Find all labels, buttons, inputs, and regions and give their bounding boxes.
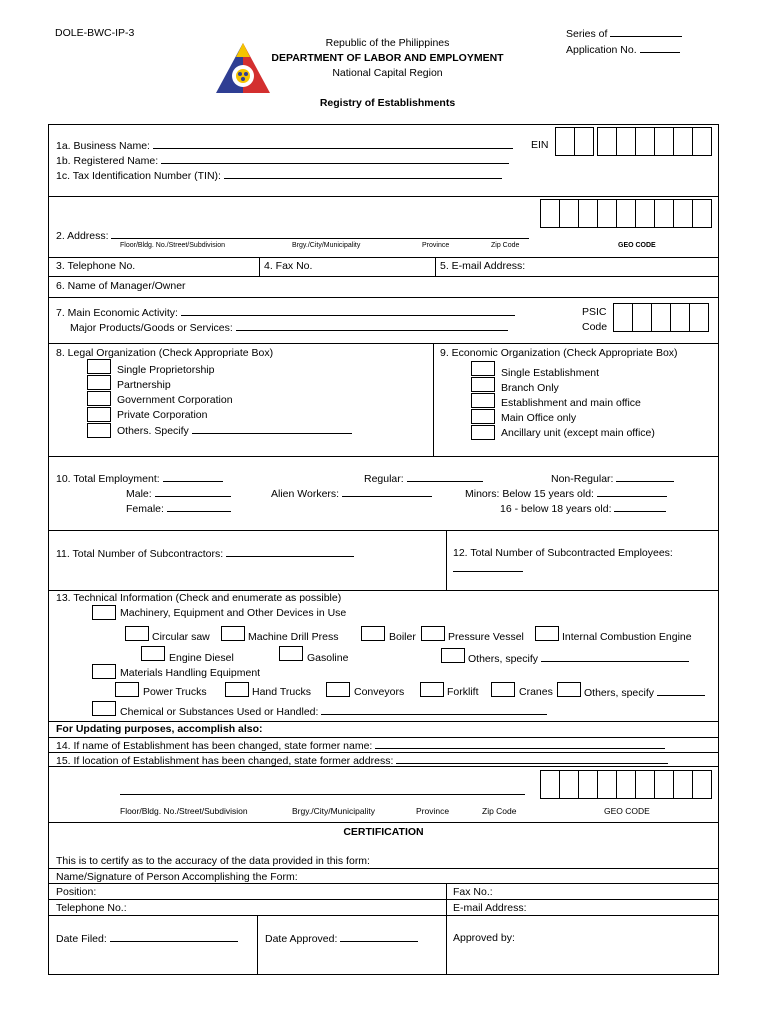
economic-org-title: 9. Economic Organization (Check Appropriate Box)	[440, 347, 678, 359]
hand-trucks-label: Hand Trucks	[252, 686, 311, 698]
chemical-field[interactable]: Chemical or Substances Used or Handled:	[120, 705, 547, 718]
manager-field[interactable]: 6. Name of Manager/Owner	[56, 280, 186, 292]
address-geo-code-cells[interactable]	[541, 199, 712, 228]
non-regular-field[interactable]: Non-Regular:	[551, 472, 674, 485]
checkbox-cranes[interactable]	[491, 682, 515, 697]
total-employment-field[interactable]: 10. Total Employment:	[56, 472, 223, 485]
former-sub-geo: GEO CODE	[604, 806, 650, 816]
former-sub-brgy: Brgy./City/Municipality	[292, 806, 375, 816]
name-signature-field[interactable]: Name/Signature of Person Accomplishing the Form:	[56, 871, 298, 883]
series-field[interactable]: Series of	[566, 27, 682, 40]
legal-org-option: Single Proprietorship	[117, 364, 215, 376]
former-sub-floor: Floor/Bldg. No./Street/Subdivision	[120, 806, 248, 816]
psic-label: PSIC	[582, 306, 607, 318]
checkbox-ancillary-unit[interactable]	[471, 425, 495, 440]
legal-org-option: Government Corporation	[117, 394, 233, 406]
checkbox-gasoline[interactable]	[279, 646, 303, 661]
region-name: National Capital Region	[332, 67, 443, 79]
minors-below-15-field[interactable]: Minors: Below 15 years old:	[465, 487, 667, 500]
legal-org-option: Private Corporation	[117, 409, 208, 421]
certification-statement: This is to certify as to the accuracy of the data provided in this form:	[56, 855, 370, 867]
checkbox-power-trucks[interactable]	[115, 682, 139, 697]
application-no-field[interactable]: Application No.	[566, 43, 680, 56]
cert-email-field[interactable]: E-mail Address:	[453, 902, 527, 914]
forklift-label: Forklift	[447, 686, 479, 698]
checkbox-government-corporation[interactable]	[87, 391, 111, 406]
legal-org-option: Partnership	[117, 379, 171, 391]
drill-press-label: Machine Drill Press	[248, 631, 339, 643]
business-name-field[interactable]: 1a. Business Name:	[56, 139, 513, 152]
checkbox-others-materials[interactable]	[557, 682, 581, 697]
form-code: DOLE-BWC-IP-3	[55, 27, 135, 39]
economic-org-option: Main Office only	[501, 412, 577, 424]
date-filed-field[interactable]: Date Filed:	[56, 932, 238, 945]
checkbox-conveyors[interactable]	[326, 682, 350, 697]
checkbox-partnership[interactable]	[87, 375, 111, 390]
checkbox-hand-trucks[interactable]	[225, 682, 249, 697]
legal-org-title: 8. Legal Organization (Check Appropriate Box)	[56, 347, 274, 359]
economic-activity-field[interactable]: 7. Main Economic Activity:	[56, 306, 515, 319]
minors-16-18-field[interactable]: 16 - below 18 years old:	[500, 502, 666, 515]
products-field[interactable]: Major Products/Goods or Services:	[70, 321, 508, 334]
registered-name-field[interactable]: 1b. Registered Name:	[56, 154, 509, 167]
ein-cells-b[interactable]	[598, 127, 712, 156]
psic-code-cells[interactable]	[614, 303, 709, 332]
economic-org-option: Branch Only	[501, 382, 559, 394]
checkbox-single-proprietorship[interactable]	[87, 359, 111, 374]
economic-org-option: Establishment and main office	[501, 397, 641, 409]
certification-title: CERTIFICATION	[343, 826, 424, 838]
fax-field[interactable]: 4. Fax No.	[264, 260, 313, 272]
checkbox-establishment-main-office[interactable]	[471, 393, 495, 408]
conveyors-label: Conveyors	[354, 686, 405, 698]
form-title: Registry of Establishments	[319, 97, 456, 109]
checkbox-combustion-engine[interactable]	[535, 626, 559, 641]
pressure-vessel-label: Pressure Vessel	[448, 631, 524, 643]
boiler-label: Boiler	[389, 631, 416, 643]
female-field[interactable]: Female:	[126, 502, 231, 515]
address-sub-floor: Floor/Bldg. No./Street/Subdivision	[120, 242, 226, 249]
checkbox-forklift[interactable]	[420, 682, 444, 697]
checkbox-branch-only[interactable]	[471, 377, 495, 392]
power-trucks-label: Power Trucks	[143, 686, 207, 698]
code-label: Code	[582, 321, 608, 333]
address-sub-brgy: Brgy./City/Municipality	[292, 242, 361, 249]
others-machinery-field[interactable]: Others, specify	[468, 652, 689, 665]
engine-diesel-label: Engine Diesel	[169, 652, 234, 664]
checkbox-drill-press[interactable]	[221, 626, 245, 641]
checkbox-single-establishment[interactable]	[471, 361, 495, 376]
address-sub-geo: GEO CODE	[618, 242, 656, 249]
checkbox-others-machinery[interactable]	[441, 648, 465, 663]
checkbox-others[interactable]	[87, 423, 111, 438]
materials-handling-label: Materials Handling Equipment	[120, 667, 261, 679]
department-name: DEPARTMENT OF LABOR AND EMPLOYMENT	[271, 52, 504, 64]
checkbox-machinery[interactable]	[92, 605, 116, 620]
subcontracted-employees-label: 12. Total Number of Subcontracted Employees:	[453, 547, 673, 559]
former-name-field[interactable]: 14. If name of Establishment has been changed, state former name:	[56, 739, 665, 752]
checkbox-private-corporation[interactable]	[87, 407, 111, 422]
alien-workers-field[interactable]: Alien Workers:	[271, 487, 432, 500]
machinery-label: Machinery, Equipment and Other Devices in Use	[120, 607, 347, 619]
subcontractors-field[interactable]: 11. Total Number of Subcontractors:	[56, 547, 354, 560]
checkbox-materials-handling[interactable]	[92, 664, 116, 679]
updating-title: For Updating purposes, accomplish also:	[56, 723, 263, 735]
tin-field[interactable]: 1c. Tax Identification Number (TIN):	[56, 169, 502, 182]
former-sub-zip: Zip Code	[482, 806, 517, 816]
checkbox-engine-diesel[interactable]	[141, 646, 165, 661]
cranes-label: Cranes	[519, 686, 553, 698]
gasoline-label: Gasoline	[307, 652, 349, 664]
regular-field[interactable]: Regular:	[364, 472, 483, 485]
address-sub-zip: Zip Code	[491, 242, 520, 249]
republic-text: Republic of the Philippines	[325, 37, 450, 49]
approved-by-field[interactable]: Approved by:	[453, 932, 515, 944]
subcontracted-employees-field[interactable]	[453, 562, 523, 575]
economic-org-option: Ancillary unit (except main office)	[501, 427, 655, 439]
position-field[interactable]: Position:	[56, 886, 97, 898]
cert-telephone-field[interactable]: Telephone No.:	[56, 902, 127, 914]
former-address-line[interactable]	[120, 794, 525, 795]
former-address-label[interactable]: 15. If location of Establishment has been changed, state former address:	[56, 754, 668, 767]
male-field[interactable]: Male:	[126, 487, 231, 500]
ein-label: EIN	[531, 139, 549, 151]
legal-org-others-field[interactable]: Others. Specify	[117, 424, 352, 437]
former-geo-code-cells[interactable]	[541, 770, 712, 799]
address-field[interactable]: 2. Address:	[56, 229, 529, 242]
checkbox-main-office-only[interactable]	[471, 409, 495, 424]
checkbox-chemical[interactable]	[92, 701, 116, 716]
ein-cells-a[interactable]	[556, 127, 594, 156]
former-sub-province: Province	[416, 806, 450, 816]
technical-info-title: 13. Technical Information (Check and enumerate as possible)	[56, 592, 342, 604]
telephone-field[interactable]: 3. Telephone No.	[56, 260, 136, 272]
address-sub-province: Province	[422, 242, 450, 249]
checkbox-circular-saw[interactable]	[125, 626, 149, 641]
cert-fax-field[interactable]: Fax No.:	[453, 886, 493, 898]
economic-org-option: Single Establishment	[501, 367, 600, 379]
checkbox-pressure-vessel[interactable]	[421, 626, 445, 641]
email-field[interactable]: 5. E-mail Address:	[440, 260, 526, 272]
date-approved-field[interactable]: Date Approved:	[265, 932, 418, 945]
combustion-engine-label: Internal Combustion Engine	[562, 631, 692, 643]
circular-saw-label: Circular saw	[152, 631, 210, 643]
others-materials-field[interactable]: Others, specify	[584, 686, 705, 699]
checkbox-boiler[interactable]	[361, 626, 385, 641]
